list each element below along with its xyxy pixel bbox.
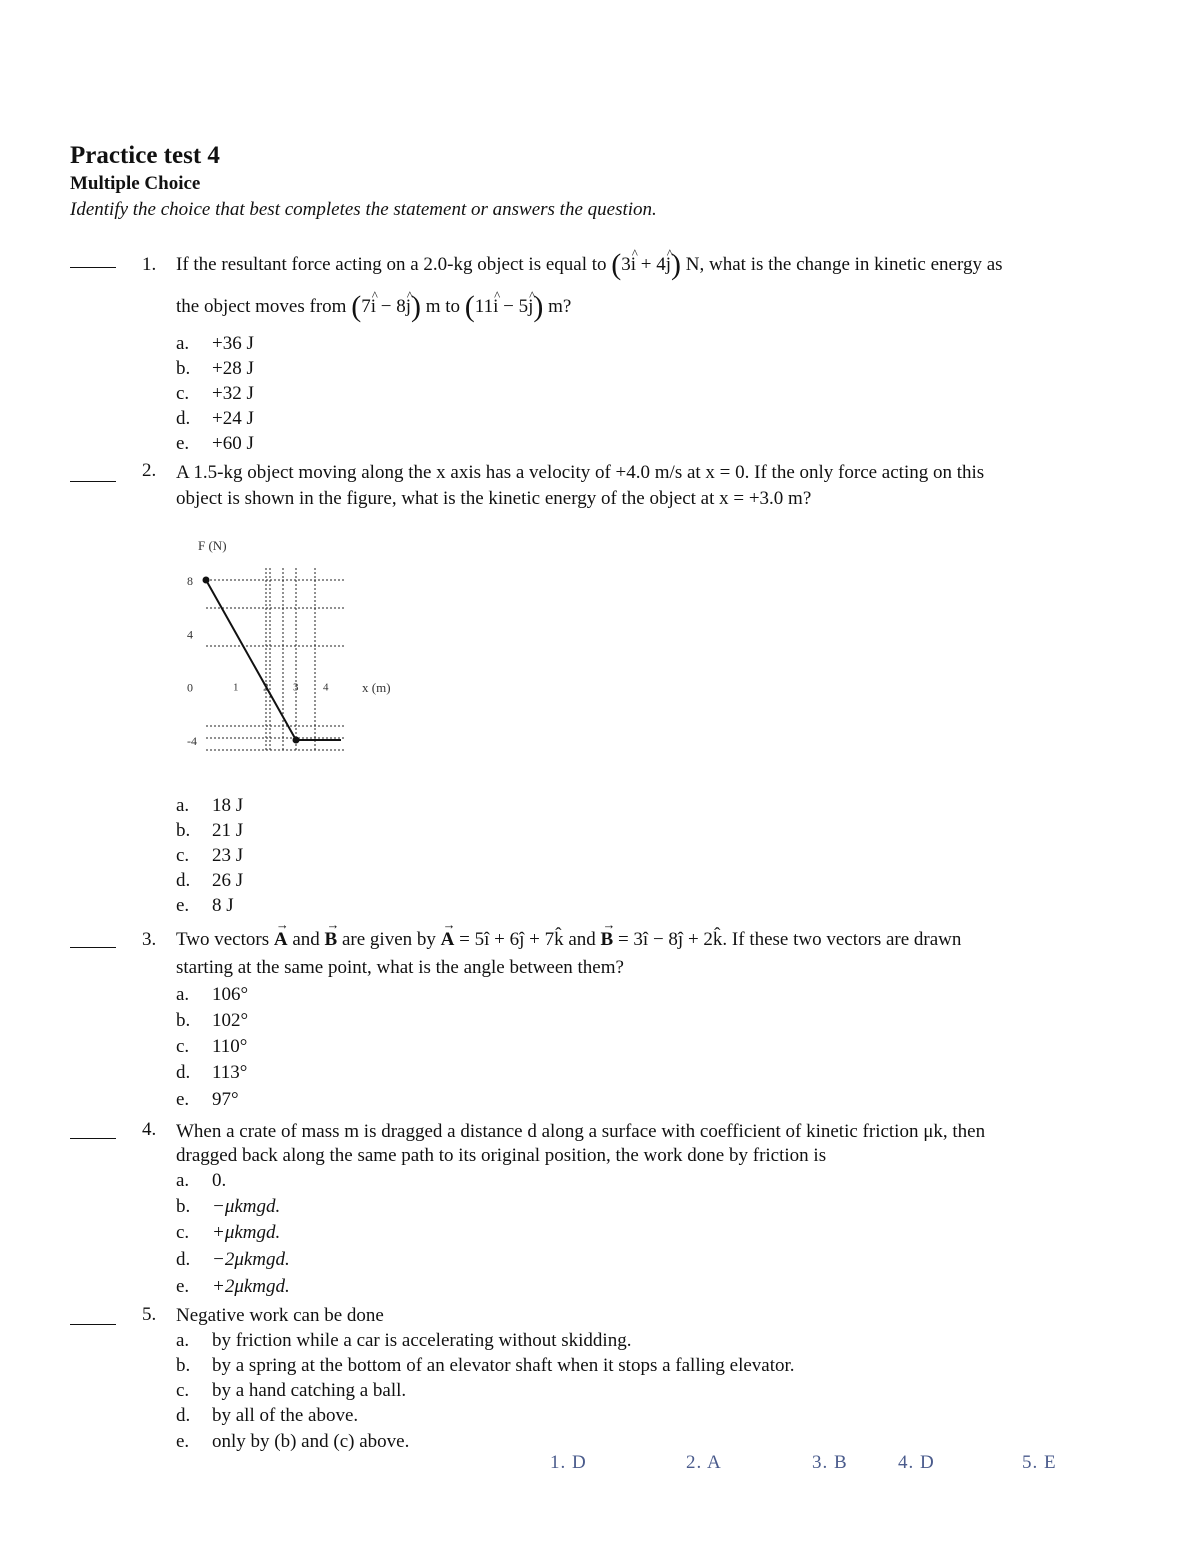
question-1-line-1: If the resultant force acting on a 2.0-kg object is equal to (3^ i + 4^ j) N, what is the change in kinetic energy as xyxy=(176,252,1003,278)
choice-4e: e. +2μkmgd. xyxy=(176,1276,290,1297)
answer-blank-5[interactable] xyxy=(70,1324,116,1325)
answer-key-1: 1. D xyxy=(550,1452,587,1473)
choice-3e: e. 97° xyxy=(176,1089,239,1110)
choice-4c: c. +μkmgd. xyxy=(176,1222,281,1243)
y-axis-label: F (N) xyxy=(198,538,227,553)
choice-2b: b. 21 J xyxy=(176,820,244,841)
question-2-line-2: object is shown in the figure, what is the kinetic energy of the object at x = +3.0 m? xyxy=(176,488,812,509)
y-tick-label: 8 xyxy=(187,574,193,588)
choice-1b: b. +28 J xyxy=(176,358,254,379)
choice-2a: a. 18 J xyxy=(176,795,244,816)
choice-1e: e. +60 J xyxy=(176,433,254,454)
question-number-2: 2. xyxy=(142,460,157,481)
question-4-line-1: When a crate of mass m is dragged a distance d along a surface with coefficient of kinetic friction μk, then xyxy=(176,1121,986,1142)
answer-blank-3[interactable] xyxy=(70,947,116,948)
answer-blank-1[interactable] xyxy=(70,267,116,268)
force-curve xyxy=(206,580,341,740)
grid xyxy=(206,568,344,752)
choice-3b: b. 102° xyxy=(176,1010,249,1031)
question-number-5: 5. xyxy=(142,1304,157,1325)
choice-5e: e. only by (b) and (c) above. xyxy=(176,1431,410,1452)
choice-2e: e. 8 J xyxy=(176,895,234,916)
question-number-4: 4. xyxy=(142,1119,157,1140)
answer-key-2: 2. A xyxy=(686,1452,722,1473)
x-tick-label: 3 xyxy=(293,681,299,694)
question-number-1: 1. xyxy=(142,254,157,275)
page-title: Practice test 4 xyxy=(70,142,220,169)
question-4-line-2: dragged back along the same path to its original position, the work done by friction is xyxy=(176,1145,827,1166)
choice-5d: d. by all of the above. xyxy=(176,1405,359,1426)
y-tick-label: 0 xyxy=(187,680,193,695)
x-axis-label: x (m) xyxy=(362,680,391,695)
answer-blank-2[interactable] xyxy=(70,481,116,482)
choice-2c: c. 23 J xyxy=(176,845,244,866)
choice-4a: a. 0. xyxy=(176,1170,227,1191)
question-5-line-1: Negative work can be done xyxy=(176,1305,384,1326)
y-tick-label: 4 xyxy=(187,627,193,642)
choice-1d: d. +24 J xyxy=(176,408,254,429)
question-number-3: 3. xyxy=(142,929,157,950)
x-tick-label: 4 xyxy=(323,681,329,694)
question-2-line-1: A 1.5-kg object moving along the x axis has a velocity of +4.0 m/s at x = 0. If the only force acting on this xyxy=(176,462,985,483)
answer-blank-4[interactable] xyxy=(70,1138,116,1139)
force-position-graph xyxy=(170,528,420,760)
choice-3a: a. 106° xyxy=(176,984,249,1005)
choice-1c: c. +32 J xyxy=(176,383,254,404)
instructions: Identify the choice that best completes the statement or answers the question. xyxy=(70,199,657,220)
choice-5a: a. by friction while a car is accelerating without skidding. xyxy=(176,1330,632,1351)
choice-4d: d. −2μkmgd. xyxy=(176,1249,290,1270)
question-3-line-2: starting at the same point, what is the angle between them? xyxy=(176,957,624,978)
choice-5b: b. by a spring at the bottom of an elevator shaft when it stops a falling elevator. xyxy=(176,1355,795,1376)
choice-5c: c. by a hand catching a ball. xyxy=(176,1380,407,1401)
answer-key-3: 3. B xyxy=(812,1452,848,1473)
answer-key-5: 5. E xyxy=(1022,1452,1057,1473)
choice-1a: a. +36 J xyxy=(176,333,254,354)
question-3-line-1: Two vectors → A and → B are given by → A = 5î + 6ĵ + 7k̂ and → B = 3î − 8ĵ + 2k̂. If these two vectors are drawn xyxy=(176,927,961,953)
choice-4b: b. −μkmgd. xyxy=(176,1196,281,1217)
section-heading: Multiple Choice xyxy=(70,173,201,194)
data-point xyxy=(203,577,210,584)
answer-key-4: 4. D xyxy=(898,1452,935,1473)
choice-2d: d. 26 J xyxy=(176,870,244,891)
x-tick-label: 2 xyxy=(263,681,269,694)
y-tick-label: -4 xyxy=(187,734,197,748)
x-tick-label: 1 xyxy=(233,681,239,694)
choice-3c: c. 110° xyxy=(176,1036,248,1057)
question-1-line-2: the object moves from (7^ i − 8^ j) m to (11^ i − 5^ j) m? xyxy=(176,294,571,320)
data-point xyxy=(293,737,300,744)
choice-3d: d. 113° xyxy=(176,1062,248,1083)
